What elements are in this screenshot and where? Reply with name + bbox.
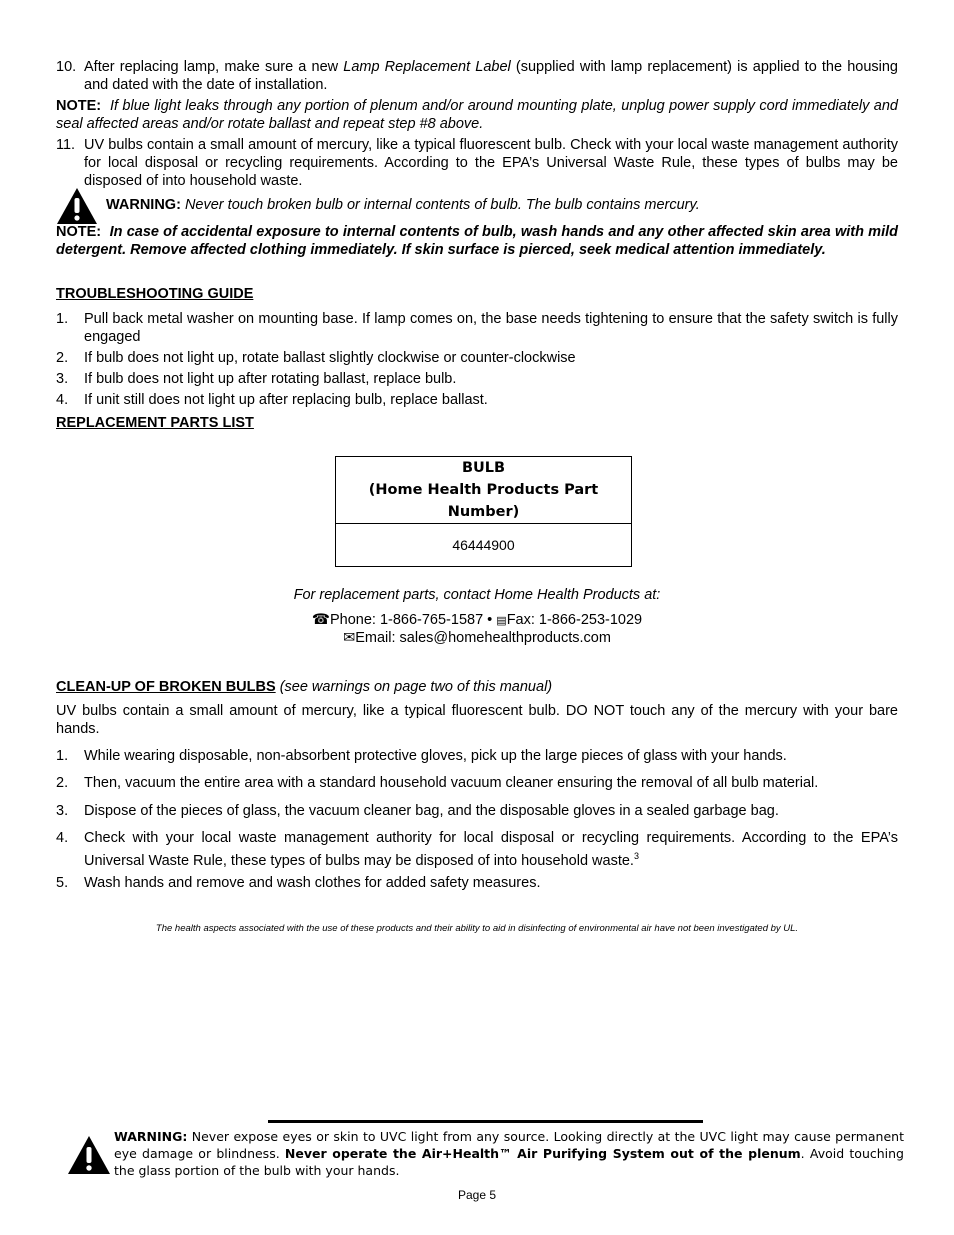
parts-table — [335, 456, 632, 567]
item-number: 2. — [56, 775, 69, 791]
note-label: NOTE: — [56, 224, 102, 240]
item-number: 4. — [56, 830, 69, 846]
footnote-ref: 3 — [633, 851, 639, 861]
footer-warning — [114, 1128, 904, 1179]
note-text: If blue light leaks through any portion of plenum and/or around mounting plate, unplug power supply cord immediately and seal affected areas and/or rotate ballast and repeat step #8 above. — [56, 98, 898, 132]
fax-icon: ▤ — [496, 615, 507, 627]
step-11 — [56, 136, 898, 190]
step-text: UV bulbs contain a small amount of mercury, like a typical fluorescent bulb. Check with your local waste management authority for local disposal or recycling requirements. According to the EPA’s Universal Waste Rule, these types of bulbs may be disposed of into household waste. — [84, 137, 898, 189]
item-text: Then, vacuum the entire area with a standard household vacuum cleaner ensuring the removal of all bulb material. — [84, 775, 819, 791]
parts-table-header — [336, 457, 632, 524]
warning-bold-text: Never operate the Air+Health™ Air Purifying System out of the plenum — [284, 1146, 801, 1161]
cleanup-heading-line — [56, 679, 552, 695]
item-number: 2. — [56, 350, 69, 366]
item-text: Check with your local waste management authority for local disposal or recycling requirements. According to the EPA’s Universal Waste Rule, these types of bulbs may be disposed of into household waste. — [84, 830, 898, 869]
list-item — [56, 310, 898, 346]
replacement-parts-heading: REPLACEMENT PARTS LIST — [56, 415, 254, 431]
item-text: Wash hands and remove and wash clothes for added safety measures. — [84, 875, 541, 891]
warning-triangle-icon — [56, 187, 98, 225]
item-number: 3. — [56, 803, 69, 819]
ul-disclaimer: The health aspects associated with the use of these products and their ability to aid in disinfecting of environmental air have not been investigated by UL. — [155, 923, 799, 934]
list-item — [56, 774, 898, 792]
item-number: 5. — [56, 875, 69, 891]
item-number: 1. — [56, 748, 69, 764]
step-text: (supplied with lamp replacement) is applied to the housing and dated with the date of installation. — [84, 59, 899, 93]
step-text: After replacing lamp, make sure a new — [84, 59, 344, 75]
warning-broken-bulb — [106, 196, 896, 214]
item-text: If bulb does not light up after rotating ballast, replace bulb. — [84, 371, 457, 387]
warning-text: Never expose eyes or skin to UVC light from any source. Looking directly at the UVC light may cause permanent eye damage or blindness. — [114, 1129, 904, 1161]
note-text: In case of accidental exposure to internal contents of bulb, wash hands and any other affected skin area with mild detergent. Remove affected clothing immediately. If skin surface is pierced, seek medical attention immediately. — [56, 224, 898, 258]
contact-email — [0, 630, 954, 646]
note-accidental-exposure — [56, 223, 898, 259]
phone-icon: ☎ — [311, 612, 330, 628]
item-text: While wearing disposable, non-absorbent protective gloves, pick up the large pieces of glass with your hands. — [84, 748, 787, 764]
list-item — [56, 874, 898, 892]
warning-triangle-icon — [67, 1135, 111, 1175]
cleanup-heading: CLEAN-UP OF BROKEN BULBS — [56, 679, 276, 695]
troubleshooting-heading: TROUBLESHOOTING GUIDE — [56, 286, 254, 302]
item-text: If bulb does not light up, rotate ballast slightly clockwise or counter-clockwise — [84, 350, 576, 366]
cleanup-subheading: (see warnings on page two of this manual) — [279, 679, 553, 695]
item-text: If unit still does not light up after replacing bulb, replace ballast. — [84, 392, 488, 408]
item-number: 3. — [56, 371, 69, 387]
warning-text: Never touch broken bulb or internal contents of bulb. The bulb contains mercury. — [184, 197, 700, 213]
step-number: 10. — [56, 59, 77, 75]
contact-phone-fax — [0, 612, 954, 628]
item-text: Dispose of the pieces of glass, the vacuum cleaner bag, and the disposable gloves in a sealed garbage bag. — [84, 803, 779, 819]
header-line: BULB — [461, 460, 506, 476]
cleanup-intro: UV bulbs contain a small amount of mercury, like a typical fluorescent bulb. DO NOT touch any of the mercury with your bare hands. — [56, 703, 898, 737]
list-item — [56, 802, 898, 820]
note-blue-light — [56, 97, 898, 133]
item-number: 4. — [56, 392, 69, 408]
warning-label: WARNING: — [106, 197, 181, 213]
list-item — [56, 370, 898, 388]
label-name: Lamp Replacement Label — [343, 59, 511, 75]
list-item — [56, 829, 898, 870]
email-address[interactable]: Email: sales@homehealthproducts.com — [355, 630, 611, 646]
step-10 — [56, 58, 898, 94]
fax-number[interactable]: Fax: 1-866-253-1029 — [506, 612, 643, 628]
phone-number[interactable]: Phone: 1-866-765-1587 • — [329, 612, 493, 628]
warning-label: WARNING: — [114, 1129, 188, 1144]
header-line: (Home Health Products Part Number) — [368, 482, 599, 520]
list-item — [56, 391, 898, 409]
envelope-icon: ✉ — [343, 630, 356, 646]
warning-text: . Avoid touching the glass portion of the bulb with your hands. — [114, 1146, 904, 1178]
note-label: NOTE: — [56, 98, 102, 114]
item-text: Pull back metal washer on mounting base. If lamp comes on, the base needs tightening to ensure that the safety switch is fully engaged — [84, 311, 898, 345]
item-number: 1. — [56, 311, 69, 327]
page-number: Page 5 — [457, 1188, 497, 1202]
footer-divider — [268, 1120, 703, 1123]
step-number: 11. — [56, 137, 76, 153]
contact-intro: For replacement parts, contact Home Health Products at: — [293, 587, 661, 603]
list-item — [56, 349, 898, 367]
list-item — [56, 747, 898, 765]
part-number-cell: 46444900 — [336, 524, 632, 567]
